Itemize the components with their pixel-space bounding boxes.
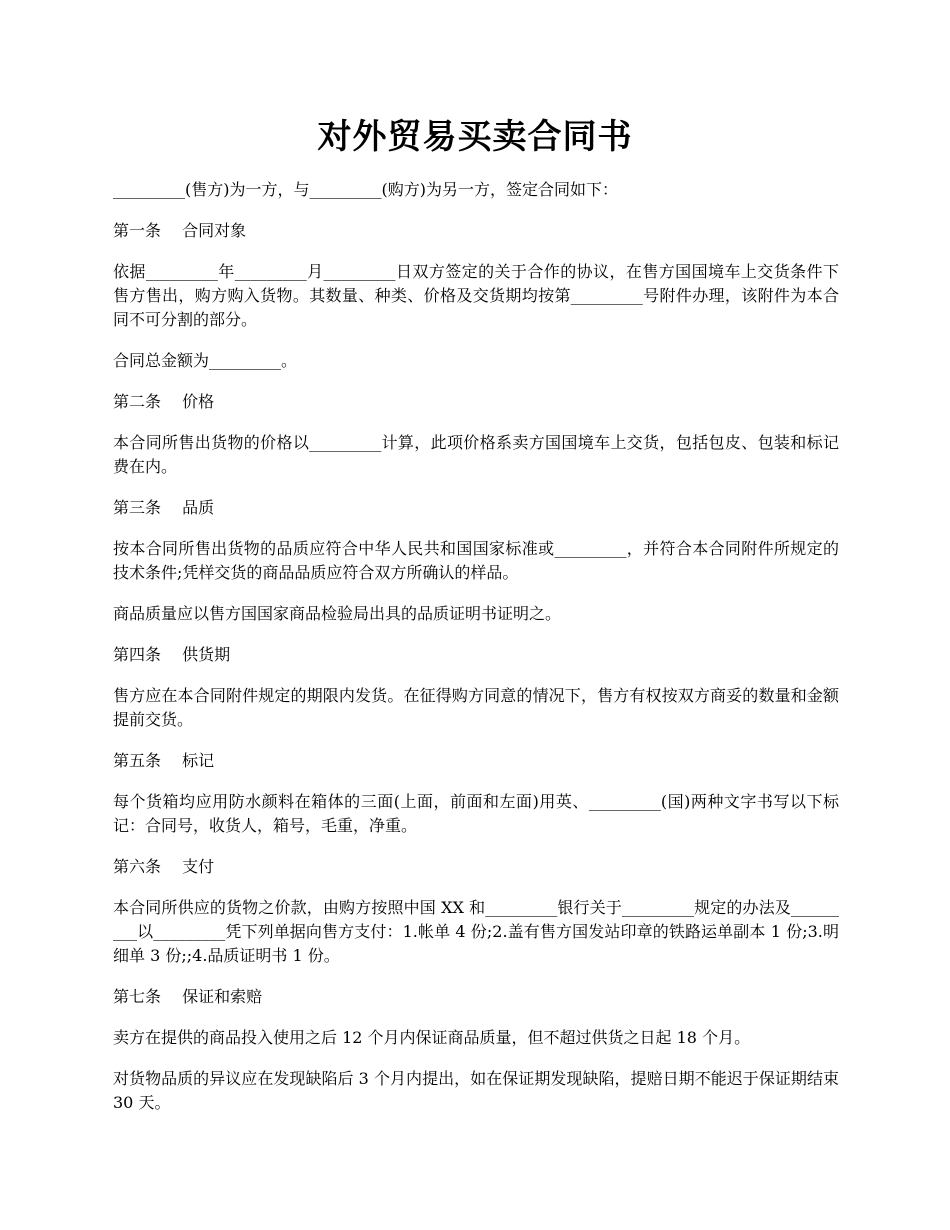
article-heading: 第六条 支付 <box>113 857 215 876</box>
paragraph: _________(售方)为一方，与_________(购方)为另一方，签定合同如下： <box>113 180 618 199</box>
paragraph: 合同总金额为_________。 <box>113 351 298 370</box>
article-heading: 第五条 标记 <box>113 751 215 770</box>
article-heading: 第七条 保证和索赔 <box>113 987 263 1006</box>
article-heading: 第四条 供货期 <box>113 645 231 664</box>
paragraph: 本合同所供应的货物之价款，由购方按照中国 XX 和_________银行关于_________规定的办法及_________以_________凭下列单据向售方支付：1.帐单 4 份;2.盖有售方国发站印章的铁路运单副本 1 份;3.明细单 3 份;;4.品质证明书 1 份。 <box>113 898 839 965</box>
paragraph: 按本合同所售出货物的品质应符合中华人民共和国国家标准或_________，并符合本合同附件所规定的技术条件;凭样交货的商品品质应符合双方所确认的样品。 <box>113 539 839 582</box>
paragraph: 本合同所售出货物的价格以_________计算，此项价格系卖方国国境车上交货，包括包皮、包装和标记费在内。 <box>113 433 839 476</box>
paragraph: 售方应在本合同附件规定的期限内发货。在征得购方同意的情况下，售方有权按双方商妥的数量和金额提前交货。 <box>113 686 839 729</box>
paragraph: 依据_________年_________月_________日双方签定的关于合作的协议，在售方国国境车上交货条件下售方售出，购方购入货物。其数量、种类、价格及交货期均按第_________号附件办理，该附件为本合同不可分割的部分。 <box>113 262 839 329</box>
paragraph: 商品质量应以售方国国家商品检验局出具的品质证明书证明之。 <box>113 604 562 623</box>
article-heading: 第三条 品质 <box>113 498 215 517</box>
paragraph: 对货物品质的异议应在发现缺陷后 3 个月内提出，如在保证期发现缺陷，提赔日期不能迟于保证期结束 30 天。 <box>113 1069 839 1112</box>
document-body <box>113 178 839 1132</box>
paragraph: 卖方在提供的商品投入使用之后 12 个月内保证商品质量，但不超过供货之日起 18 个月。 <box>113 1028 751 1047</box>
article-heading: 第二条 价格 <box>113 392 215 411</box>
article-heading: 第一条 合同对象 <box>113 221 247 240</box>
paragraph: 每个货箱均应用防水颜料在箱体的三面(上面，前面和左面)用英、_________(国)两种文字书写以下标记：合同号，收货人，箱号，毛重，净重。 <box>113 792 839 835</box>
document-title: 对外贸易买卖合同书 <box>317 117 633 157</box>
